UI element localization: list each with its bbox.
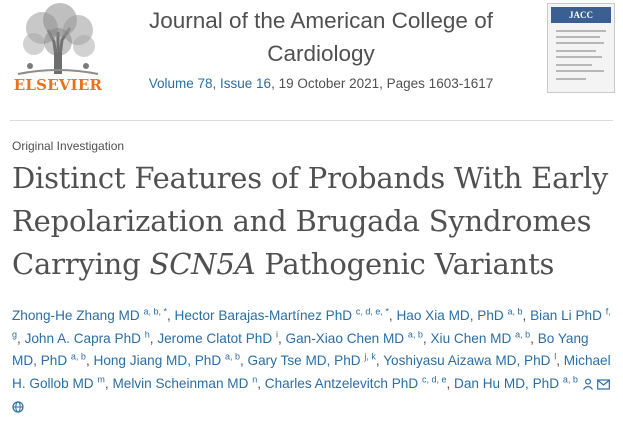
author-link[interactable]: John A. Capra PhD [24, 330, 141, 346]
envelope-icon[interactable] [597, 379, 610, 390]
author-link[interactable]: Bo Yang MD, PhD [12, 330, 589, 369]
affiliation-sup[interactable]: a, b [562, 374, 578, 385]
author-link[interactable]: Gan-Xiao Chen MD [285, 330, 405, 346]
journal-meta [120, 76, 522, 91]
globe-icon[interactable] [12, 401, 24, 413]
article-header [0, 0, 623, 118]
author-link[interactable]: Dan Hu MD, PhD [454, 375, 560, 391]
person-icon[interactable] [582, 378, 594, 390]
journal-cover-image[interactable] [547, 3, 615, 93]
affiliation-sup[interactable]: n [252, 374, 258, 385]
title-gene: SCN5A [149, 247, 256, 281]
author-link[interactable]: Yoshiyasu Aizawa MD, PhD [383, 353, 551, 369]
affiliation-sup[interactable]: a, b [515, 329, 531, 340]
cover-label: JACC [569, 10, 593, 20]
affiliation-sup[interactable]: h [144, 329, 150, 340]
date-pages: , 19 October 2021, Pages 1603-1617 [271, 76, 494, 91]
title-text: Distinct Features of Probands With Early Repolarization and Brugada Syndromes Carrying [12, 161, 609, 281]
author-link[interactable]: Melvin Scheinman MD [112, 375, 249, 391]
author-link[interactable]: Hao Xia MD, PhD [396, 308, 504, 323]
journal-title[interactable] [120, 4, 522, 70]
author-link[interactable]: Michael H. Gollob MD [12, 353, 611, 391]
title-text-end: Pathogenic Variants [255, 247, 555, 281]
volume-issue-link[interactable]: Volume 78, Issue 16 [148, 76, 272, 91]
article-type: Original Investigation [12, 139, 125, 153]
journal-title-link[interactable]: Journal of the American College of Cardiology [149, 8, 493, 66]
cover-line [556, 36, 600, 38]
cover-line [556, 64, 592, 66]
affiliation-sup[interactable]: a, b [224, 351, 240, 362]
author-link[interactable]: Hector Barajas-Martínez PhD [174, 308, 353, 323]
author-link[interactable]: Zhong-He Zhang MD [12, 308, 140, 323]
cover-line [556, 50, 596, 52]
header-divider [10, 120, 613, 121]
cover-line [556, 78, 586, 80]
cover-line [556, 70, 604, 72]
affiliation-sup[interactable]: i [275, 329, 278, 340]
affiliation-sup[interactable]: a, b [507, 306, 523, 317]
affiliation-sup[interactable]: c, d, e [421, 374, 447, 385]
affiliation-sup[interactable]: f, g [12, 306, 611, 340]
affiliation-sup[interactable]: j, k [364, 351, 376, 362]
article-title [12, 157, 612, 286]
author-link[interactable]: Xiu Chen MD [430, 330, 512, 346]
cover-line [556, 42, 604, 44]
author-link[interactable]: Gary Tse MD, PhD [247, 353, 361, 369]
author-link[interactable]: Hong Jiang MD, PhD [93, 353, 222, 369]
affiliation-sup[interactable]: c, d, e, * [355, 306, 389, 317]
affiliation-sup[interactable]: m [97, 374, 105, 385]
publisher-name: ELSEVIER [13, 76, 103, 94]
author-link[interactable]: Jerome Clatot PhD [157, 330, 273, 346]
affiliation-sup[interactable]: a, b [70, 351, 86, 362]
author-link[interactable]: Bian Li PhD [530, 308, 602, 323]
author-link[interactable]: Charles Antzelevitch PhD [264, 375, 419, 391]
cover-line [556, 56, 602, 58]
affiliation-sup[interactable]: a, b, * [143, 306, 167, 317]
author-list: Zhong-He Zhang MD $^{a, b, *}$, Hector Barajas-Martínez PhD $^{c, d, e, *}$, Hao Xia MD, PhD $^{a, b}$, Bian Li PhD $^{f, g}$, John A. Capra PhD $^h$, Jerome Clatot PhD $^i$, Gan-Xiao Chen MD $^{a, b}$, Xiu Chen MD $^{a, b}$, Bo Yang MD, PhD $^{a, b}$, Hong Jiang MD, PhD $^{a, b}$, Gary Tse MD, PhD $^{j, k}$, Yoshiyasu Aizawa MD, PhD $^l$, Michael H. Gollob MD $^m$, Melvin Scheinman MD $^n$, Charles Antzelevitch PhD $^{c, d, e}$, Dan Hu MD, PhD $^{a, b}$ [12, 305, 612, 418]
cover-line [556, 30, 606, 32]
affiliation-sup[interactable]: a, b [407, 329, 423, 340]
affiliation-sup[interactable]: l [554, 351, 557, 362]
